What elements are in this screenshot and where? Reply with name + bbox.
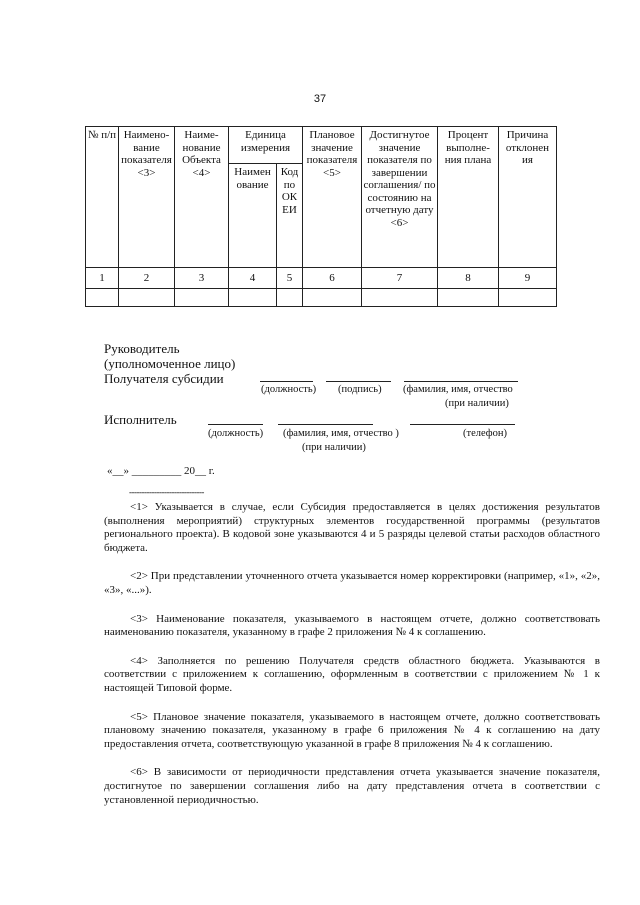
column-number: 1: [86, 268, 119, 289]
table-cell[interactable]: [438, 289, 499, 307]
column-number: 3: [175, 268, 229, 289]
table-cell[interactable]: [175, 289, 229, 307]
report-table: [85, 126, 557, 307]
exec-phone-line: [410, 424, 515, 425]
header-number: № п/п: [86, 127, 119, 268]
table-row: [86, 268, 557, 289]
head-title-line3: Получателя субсидии: [104, 371, 224, 386]
footnotes: [104, 501, 600, 807]
column-number: 8: [438, 268, 499, 289]
header-unit-group: Единица измерения: [229, 127, 303, 164]
exec-fio-line: [278, 424, 373, 425]
table-cell[interactable]: [229, 289, 277, 307]
footnote-5: <5> Плановое значение показателя, указываемого в настоящем отчете, должно соответствовать плановому значению показателя, указанному в графе 6 приложения № 4 к соглашению на дату предоставления отчета, соответствующую указанной в графе 8 приложения № 4 к соглашению.: [104, 710, 600, 750]
footnote-1: <1> Указывается в случае, если Субсидия предоставляется в целях достижения результатов (выполнения мероприятий) структурных элементов государственной программы (результатов регионального проекта). В кодовой зоне указываются 4 и 5 разряды целевой статьи расходов областного бюджета.: [104, 501, 600, 554]
table-cell[interactable]: [277, 289, 303, 307]
column-number: 6: [303, 268, 362, 289]
footnote-4: <4> Заполняется по решению Получателя средств областного бюджета. Указываются в соответствии с приложением к соглашению, оформленным в соответствии с приложением № 1 к настоящей Типовой форме.: [104, 654, 600, 694]
exec-phone-caption: (телефон): [463, 428, 507, 439]
exec-position-caption: (должность): [208, 428, 264, 439]
table-row: [86, 289, 557, 307]
head-position-line: [260, 381, 313, 382]
page-number: 37: [313, 93, 327, 105]
column-number: 7: [362, 268, 438, 289]
column-number: 2: [119, 268, 175, 289]
table-cell[interactable]: [499, 289, 557, 307]
head-title-line1: Руководитель: [104, 341, 180, 356]
executor-title: Исполнитель: [104, 412, 177, 427]
head-fio-line: [404, 381, 518, 382]
footnote-6: <6> В зависимости от периодичности представления отчета указывается значение показателя, достигнутое по завершении соглашения либо на дату представления отчета в соответствии с установленной периодичностью.: [104, 766, 600, 806]
head-signature-line: [326, 381, 391, 382]
column-number: 5: [277, 268, 303, 289]
head-fio-caption: (фамилия, имя, отчество: [403, 384, 513, 395]
header-indicator-name: Наимено- вание показателя <3>: [119, 127, 175, 268]
header-planned-value: Плановое значение показателя <5>: [303, 127, 362, 268]
table-cell[interactable]: [119, 289, 175, 307]
table-cell[interactable]: [362, 289, 438, 307]
head-title-line2: (уполномоченное лицо): [104, 356, 236, 371]
header-achieved-value: Достигнутое значение показателя по завершении соглашения/ по состоянию на отчетную дату <6>: [362, 127, 438, 268]
exec-fio-caption-2: (при наличии): [302, 442, 366, 453]
exec-position-line: [208, 424, 263, 425]
head-fio-caption-2: (при наличии): [445, 398, 509, 409]
column-number: 9: [499, 268, 557, 289]
header-percent: Процент выполне- ния плана: [438, 127, 499, 268]
header-object-name: Наиме- нование Объекта <4>: [175, 127, 229, 268]
footnote-2: <2> При представлении уточненного отчета указывается номер корректировки (например, «1», «2», «3», «...»).: [104, 570, 600, 596]
footnote-separator: ------------------------------: [129, 487, 204, 497]
footnote-3: <3> Наименование показателя, указываемого в настоящем отчете, должно соответствовать наименованию показателя, указанному в графе 2 приложения № 4 к соглашению.: [104, 612, 600, 639]
table-cell[interactable]: [86, 289, 119, 307]
head-position-caption: (должность): [261, 384, 317, 395]
header-unit-name: Наимен ование: [229, 164, 277, 268]
exec-fio-caption: (фамилия, имя, отчество ): [283, 428, 399, 439]
date-line: «__» _________ 20__ г.: [107, 465, 215, 477]
header-unit-code: Код по ОК ЕИ: [277, 164, 303, 268]
table-cell[interactable]: [303, 289, 362, 307]
head-signature-caption: (подпись): [338, 384, 382, 395]
column-number: 4: [229, 268, 277, 289]
header-deviation-reason: Причина отклонен ия: [499, 127, 557, 268]
